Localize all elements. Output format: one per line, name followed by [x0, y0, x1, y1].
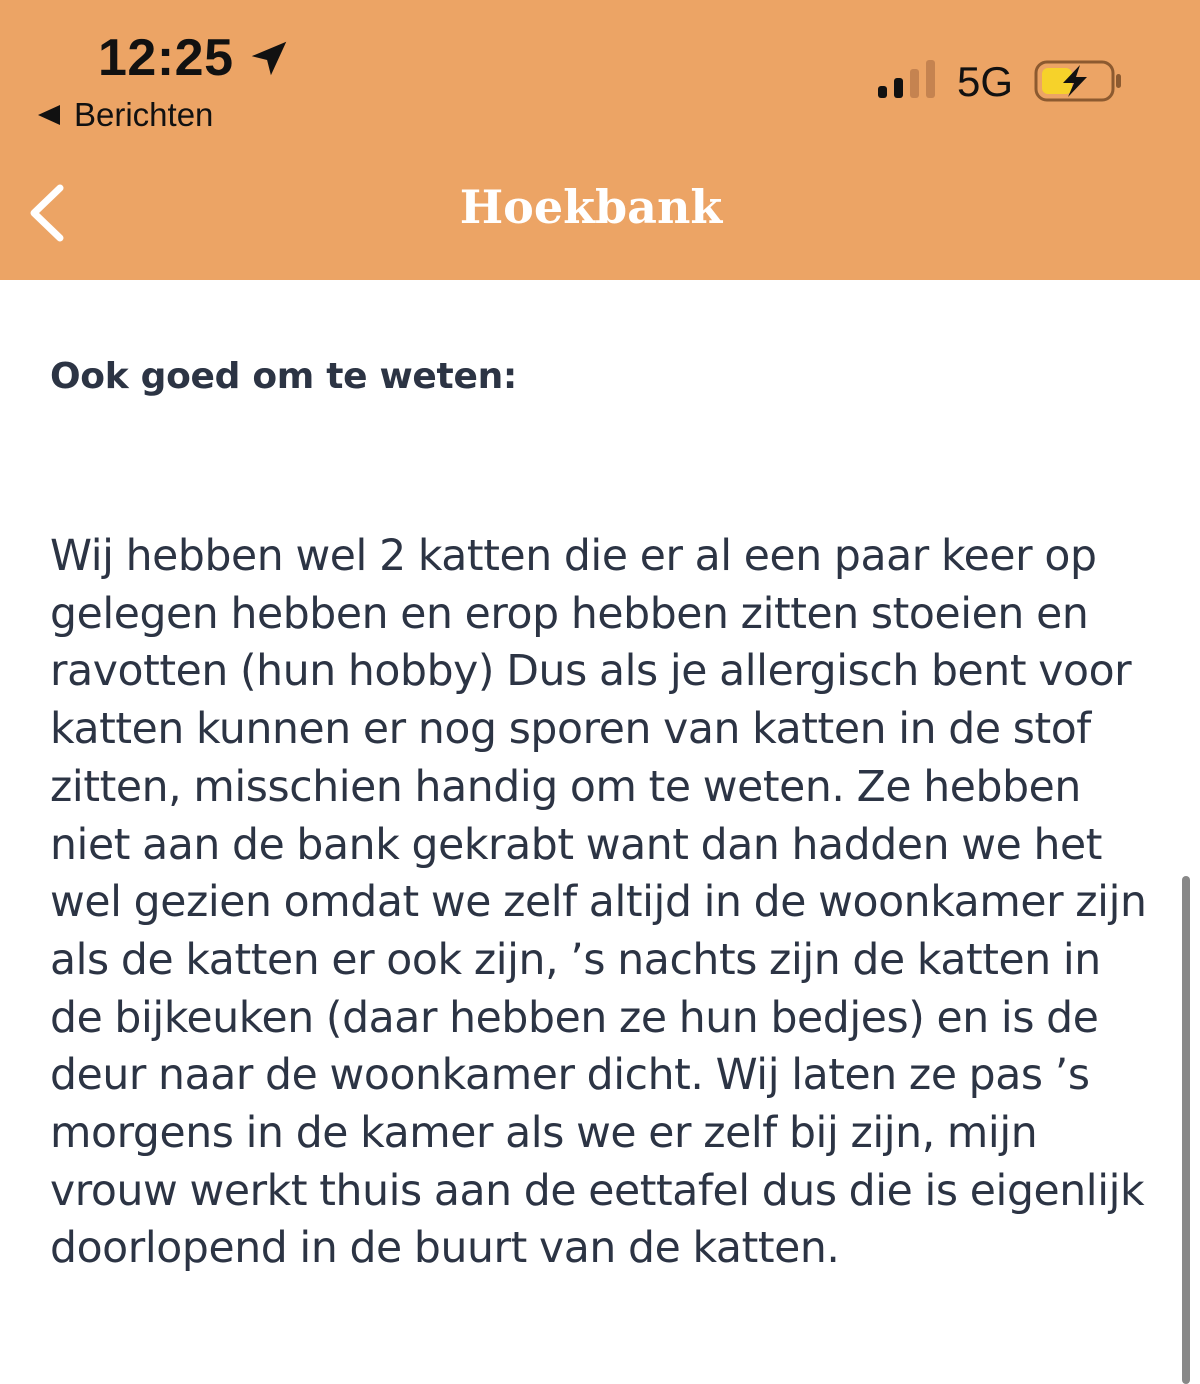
back-triangle-icon [38, 105, 60, 125]
content-area [50, 350, 1160, 1278]
location-arrow-icon [246, 36, 292, 82]
scrollbar[interactable] [1182, 876, 1190, 1384]
back-app-label: Berichten [74, 96, 214, 133]
body-paragraph: Wij hebben wel 2 katten die er al een paar keer op gelegen hebben en erop hebben zitten stoeien en ravotten (hun hobby) Dus als je allergisch bent voor katten kunnen er nog sporen van katten in de stof zitten, misschien handig om te weten. Ze hebben niet aan de bank gekrabt want dan hadden we het wel gezien omdat we zelf altijd in de woonkamer zijn als de katten er ook zijn, ’s nachts zijn de katten in de bijkeuken (daar hebben ze hun bedjes) en is de deur naar de woonkamer dicht. Wij laten ze pas ’s morgens in de kamer als we er zelf bij zijn, mijn vrouw werkt thuis aan de eettafel dus die is eigenlijk doorlopend in de buurt van de katten. [50, 532, 1147, 1274]
status-time: 12:25 [98, 29, 234, 87]
section-heading: Ook goed om te weten: [50, 356, 517, 397]
network-type: 5G [957, 58, 1014, 105]
page-title: Hoekbank [459, 180, 723, 234]
back-to-app-link[interactable] [38, 96, 213, 134]
battery-charging-icon [1034, 60, 1124, 102]
signal-bars-icon [876, 60, 938, 100]
app-header [0, 0, 1200, 280]
